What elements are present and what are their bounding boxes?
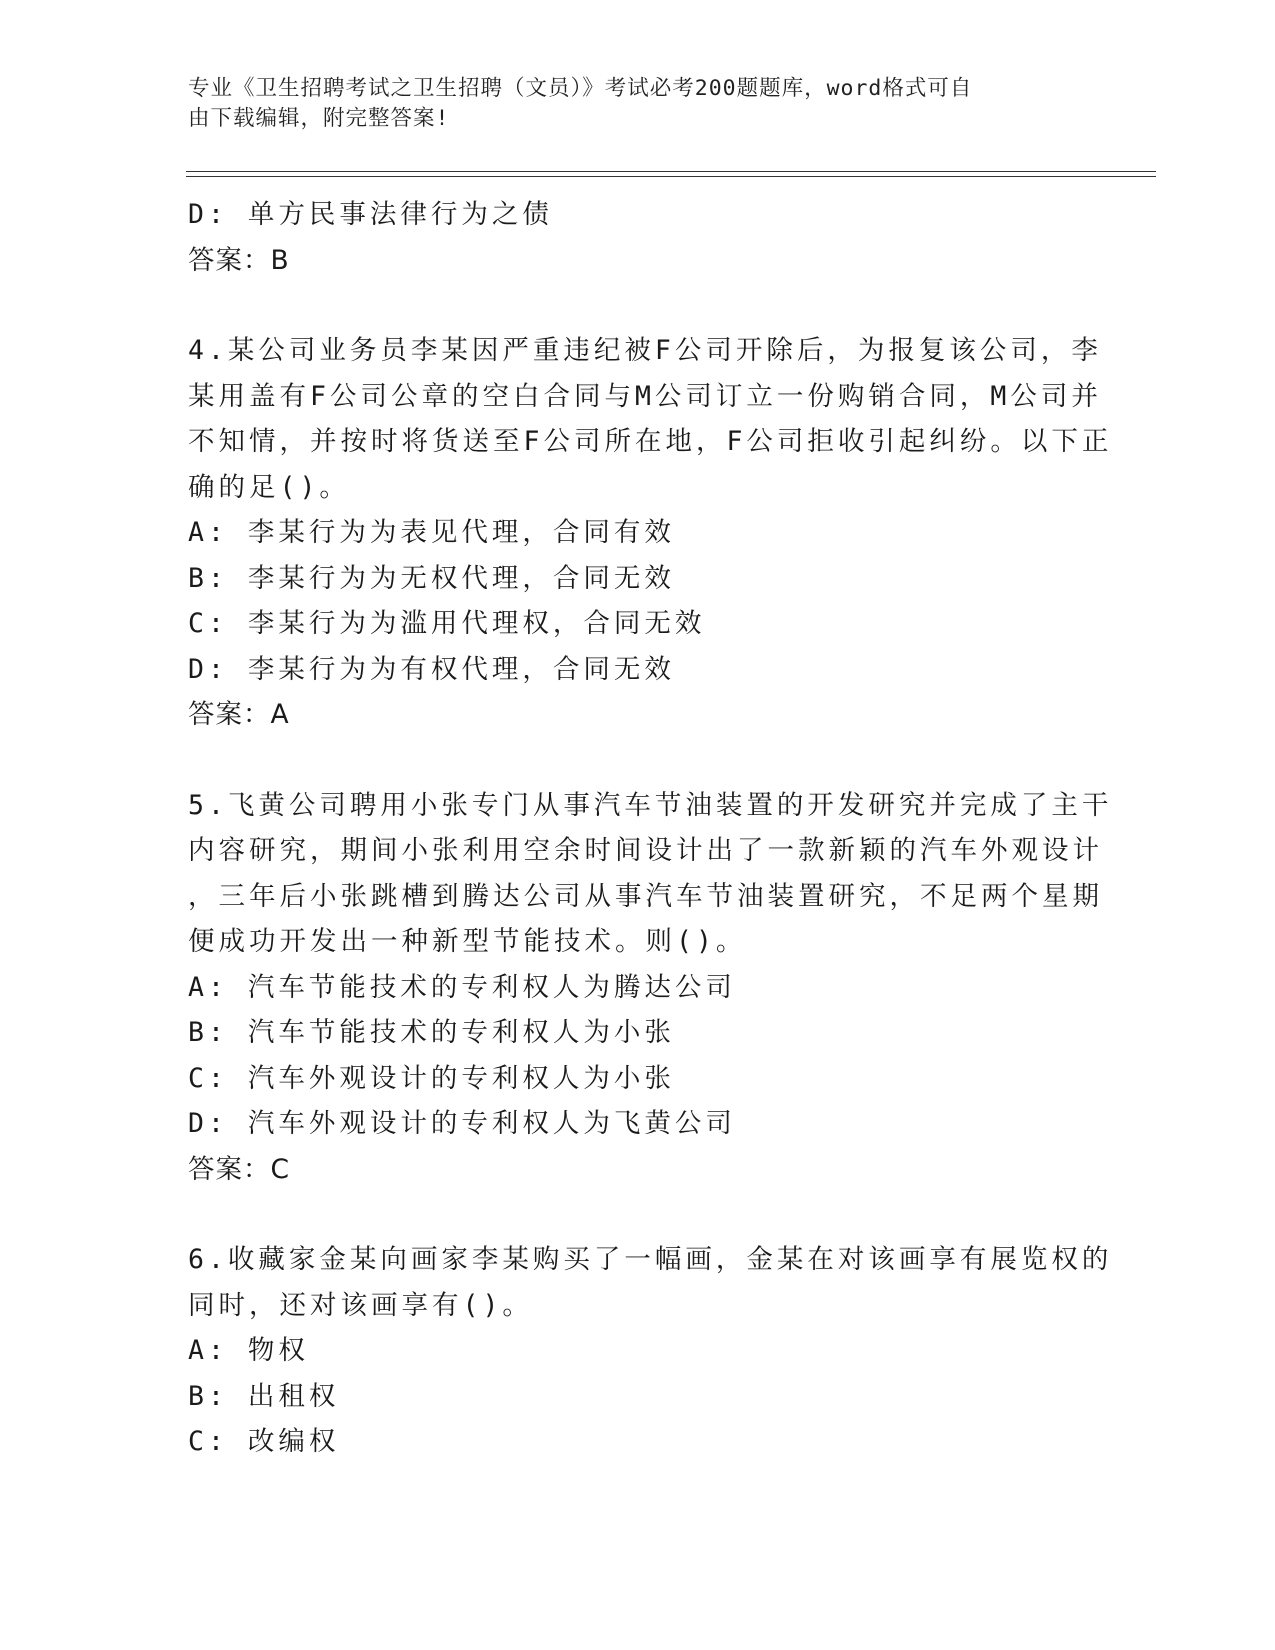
document-header xyxy=(188,74,1068,134)
stem-line: 某用盖有F公司公章的空白合同与M公司订立一份购销合同，M公司并 xyxy=(188,380,1102,412)
stem-line: 4.某公司业务员李某因严重违纪被F公司开除后，为报复该公司，李 xyxy=(188,335,1102,366)
option-c: C: 汽车外观设计的专利权人为小张 xyxy=(188,1062,675,1094)
question-stem xyxy=(188,328,1113,510)
answer-line: 答案：B xyxy=(188,244,290,276)
option-b: B: 汽车节能技术的专利权人为小张 xyxy=(188,1017,675,1048)
question-4 xyxy=(188,328,1113,738)
stem-line: 5.飞黄公司聘用小张专门从事汽车节油装置的开发研究并完成了主干 xyxy=(188,789,1113,821)
stem-line: 确的足()。 xyxy=(188,471,350,503)
spacer xyxy=(188,283,1088,328)
stem-line: 6.收藏家金某向画家李某购买了一幅画，金某在对该画享有展览权的 xyxy=(188,1244,1113,1275)
stem-line: 内容研究，期间小张利用空余时间设计出了一款新颖的汽车外观设计 xyxy=(188,835,1103,866)
option-b: B: 李某行为为无权代理，合同无效 xyxy=(188,562,675,594)
question-3-continued xyxy=(188,192,1088,283)
option-a: A: 物权 xyxy=(188,1335,309,1366)
header-title-line-1: 专业《卫生招聘考试之卫生招聘（文员）》考试必考200题题库，word格式可自 xyxy=(188,76,973,101)
spacer xyxy=(188,1192,1088,1237)
stem-line: 不知情，并按时将货送至F公司所在地，F公司拒收引起纠纷。以下正 xyxy=(188,426,1113,457)
answer-line: 答案：A xyxy=(188,699,290,730)
stem-line: 便成功开发出一种新型节能技术。则()。 xyxy=(188,926,747,957)
option-d: D: 汽车外观设计的专利权人为飞黄公司 xyxy=(188,1108,736,1139)
document-body xyxy=(188,192,1113,1465)
header-divider-top xyxy=(186,171,1156,172)
header-divider-bottom xyxy=(186,176,1156,177)
spacer xyxy=(188,738,1088,783)
stem-line: 同时，还对该画享有()。 xyxy=(188,1289,533,1321)
option-a: A: 李某行为为表见代理，合同有效 xyxy=(188,517,675,548)
option-c: C: 李某行为为滥用代理权，合同无效 xyxy=(188,608,706,639)
answer-line: 答案：C xyxy=(188,1153,291,1185)
question-5 xyxy=(188,783,1113,1193)
header-title-line-2: 由下载编辑，附完整答案! xyxy=(188,106,450,131)
question-stem xyxy=(188,783,1113,965)
option-d: D: 李某行为为有权代理，合同无效 xyxy=(188,653,675,685)
stem-line: ，三年后小张跳槽到腾达公司从事汽车节油装置研究，不足两个星期 xyxy=(188,880,1103,912)
option-c: C: 改编权 xyxy=(188,1426,340,1457)
option-d: D: 单方民事法律行为之债 xyxy=(188,199,553,230)
question-6 xyxy=(188,1237,1113,1465)
option-b: B: 出租权 xyxy=(188,1380,340,1412)
question-stem xyxy=(188,1237,1113,1328)
option-a: A: 汽车节能技术的专利权人为腾达公司 xyxy=(188,971,736,1003)
